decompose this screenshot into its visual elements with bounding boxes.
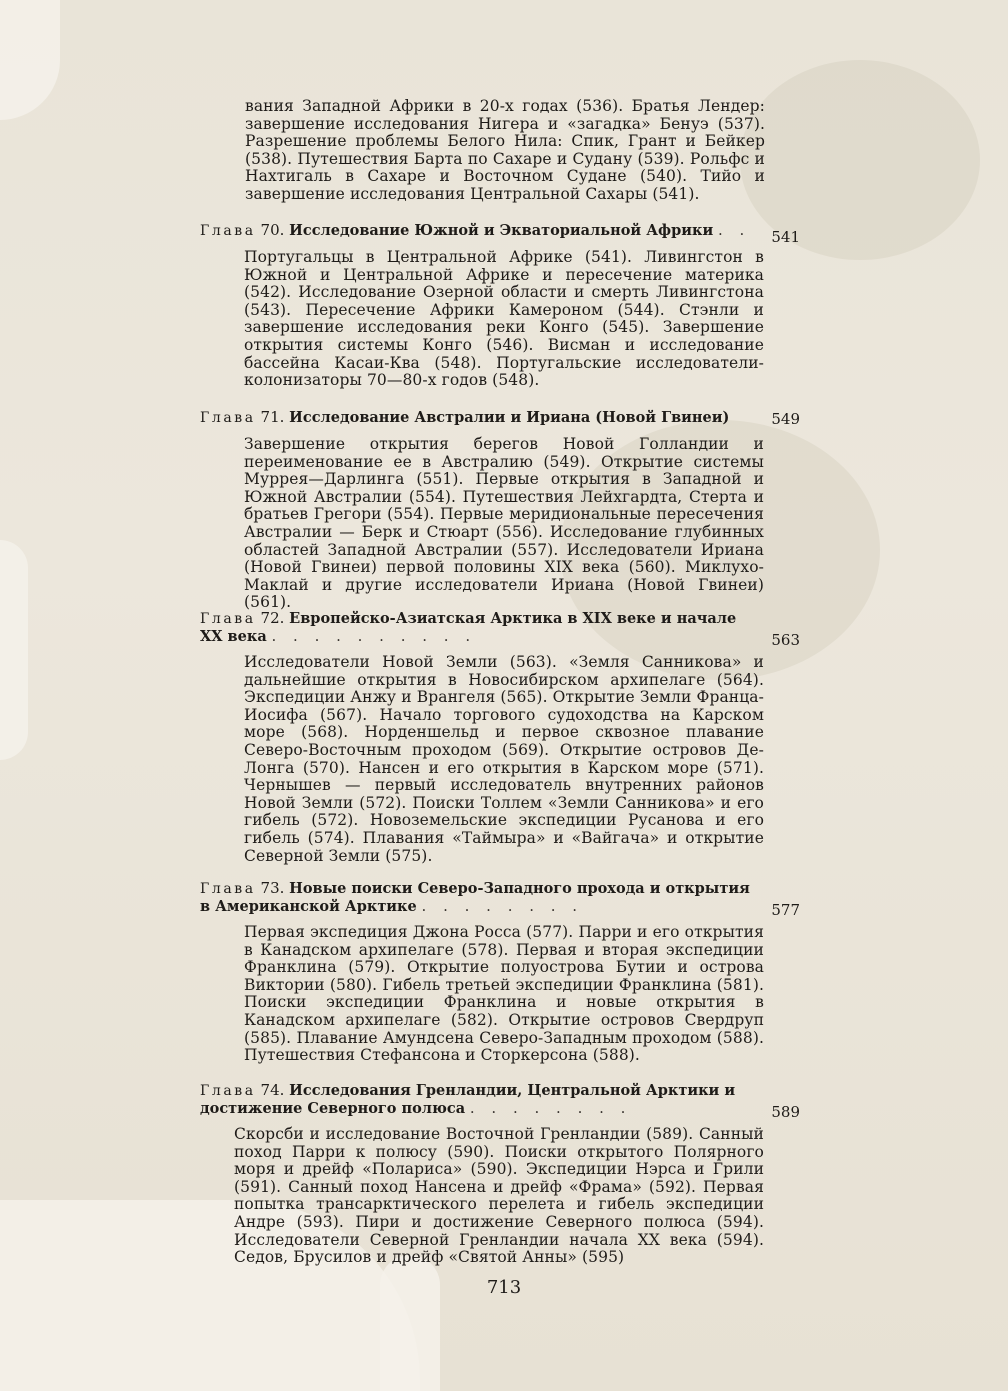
chapter-heading — [200, 609, 800, 649]
chapter-title: Исследования Гренландии, Центральной Арктики и достижение Северного полюса — [200, 1082, 736, 1117]
chapter-number: 72. — [260, 609, 285, 627]
chapter-71 — [200, 409, 800, 627]
chapter-number: 73. — [260, 879, 285, 897]
chapter-heading — [200, 409, 800, 427]
chapter-label: Глава — [200, 223, 256, 239]
paper-tear-left — [0, 540, 28, 760]
chapter-page: 563 — [771, 631, 800, 649]
chapter-summary: Первая экспедиция Джона Росса (577). Парри и его открытия в Канадском архипелаге (578). Первая и вторая экспедиции Франклина (579). Открытие полуострова Бутии и острова Виктории (580). Гибель третьей экспедиции Франклина (581). Поиски экспедиции Франклина и новые открытия в Канадском архипелаге (582). Открытие островов Свердруп (585). Плавание Амундсена Северо-Западным проходом (588). Путешествия Стефансона и Сторкерсона (588). — [244, 923, 764, 1065]
chapter-summary: Исследователи Новой Земли (563). «Земля Санникова» и дальнейшие открытия в Новосибирском архипелаге (564). Экспедиции Анжу и Врангеля (565). Открытие Земли Франца-Иосифа (567). Начало торгового судоходства на Карском море (568). Норденшельд и первое сквозное плавание Северо-Восточным проходом (569). Открытие островов Де-Лонга (570). Нансен и его открытия в Карском море (571). Чернышев — первый исследователь внутренних районов Новой Земли (572). Поиски Толлем «Земли Санникова» и его гибель (572). Новоземельские экспедиции Русанова и его гибель (574). Плавания «Таймыра» и «Вайгача» и открытие Северной Земли (575). — [244, 653, 764, 865]
chapter-title: Исследование Австралии и Ириана (Новой Гвинеи) — [289, 409, 730, 426]
chapter-number: 74. — [260, 1081, 285, 1099]
chapter-heading — [200, 879, 800, 919]
chapter-page: 589 — [771, 1103, 800, 1121]
chapter-number: 71. — [260, 408, 285, 426]
leader-dots: . . . . . . . . . . — [271, 627, 477, 645]
chapter-72 — [200, 610, 800, 881]
chapter-label: Глава — [200, 881, 256, 897]
chapter-title: Новые поиски Северо-Западного прохода и открытия в Американской Арктике — [200, 880, 750, 915]
paper-tear-top-left — [0, 0, 60, 120]
chapter-label: Глава — [200, 1083, 256, 1099]
chapter-summary: Скорсби и исследование Восточной Гренландии (589). Санный поход Парри к полюсу (590). Поиски открытого Полярного моря и дрейф «Полариса» (590). Экспедиции Нэрса и Грили (591). Санный поход Нансена и дрейф «Фрама» (592). Первая попытка трансарктического перелета и гибель экспедиции Андре (593). Пири и достижение Северного полюса (594). Исследователи Северной Гренландии начала XX века (594). Седов, Брусилов и дрейф «Святой Анны» (595) — [234, 1125, 764, 1267]
chapter-title: Европейско-Азиатская Арктика в XIX веке и начале XX века — [200, 610, 737, 645]
chapter-title: Исследование Южной и Экваториальной Африки — [289, 222, 714, 239]
chapter-summary: Португальцы в Центральной Африке (541). Ливингстон в Южной и Центральной Африке и пересечение материка (542). Исследование Озерной области и смерть Ливингстона (543). Пересечение Африки Камероном (544). Стэнли и завершение исследования реки Конго (545). Завершение открытия системы Конго (546). Висман и исследование бассейна Касаи-Ква (548). Португальские исследователи-колонизаторы 70—80-х годов (548). — [244, 248, 764, 390]
chapter-73 — [200, 880, 800, 1080]
chapter-page: 541 — [771, 228, 800, 246]
chapter-heading — [200, 221, 800, 246]
page-number: 713 — [486, 1277, 522, 1298]
intro-paragraph: вания Западной Африки в 20-х годах (536). Братья Лендер: завершение исследования Нигера и «загадка» Бенуэ (537). Разрешение проблемы Белого Нила: Спик, Грант и Бейкер (538). Путешествия Барта по Сахаре и Судану (539). Рольфс и Нахтигаль в Сахаре и Восточном Судане (540). Тийо и завершение исследования Центральной Сахары (541). — [245, 97, 765, 203]
leader-dots: . . — [717, 221, 751, 239]
chapter-heading — [200, 1081, 800, 1121]
chapter-label: Глава — [200, 611, 256, 627]
chapter-label: Глава — [200, 410, 256, 426]
chapter-summary: Завершение открытия берегов Новой Голландии и переименование ее в Австралию (549). Открытие системы Муррея—Дарлинга (551). Первые открытия в Западной и Южной Австралии (554). Путешествия Лейхгардта, Стерта и братьев Грегори (554). Первые меридиональные пересечения Австралии — Берк и Стюарт (556). Исследование глубинных областей Западной Австралии (557). Исследователи Ириана (Новой Гвинеи) первой половины XIX века (560). Миклухо-Маклай и другие исследователи Ириана (Новой Гвинеи) (561). — [244, 435, 764, 612]
chapter-74 — [200, 1082, 800, 1282]
leader-dots: . . . . . . . . — [469, 1099, 632, 1117]
chapter-70 — [200, 222, 800, 405]
chapter-page: 577 — [771, 901, 800, 919]
chapter-number: 70. — [260, 221, 285, 239]
leader-dots: . . . . . . . . — [421, 897, 584, 915]
chapter-page: 549 — [771, 410, 800, 428]
